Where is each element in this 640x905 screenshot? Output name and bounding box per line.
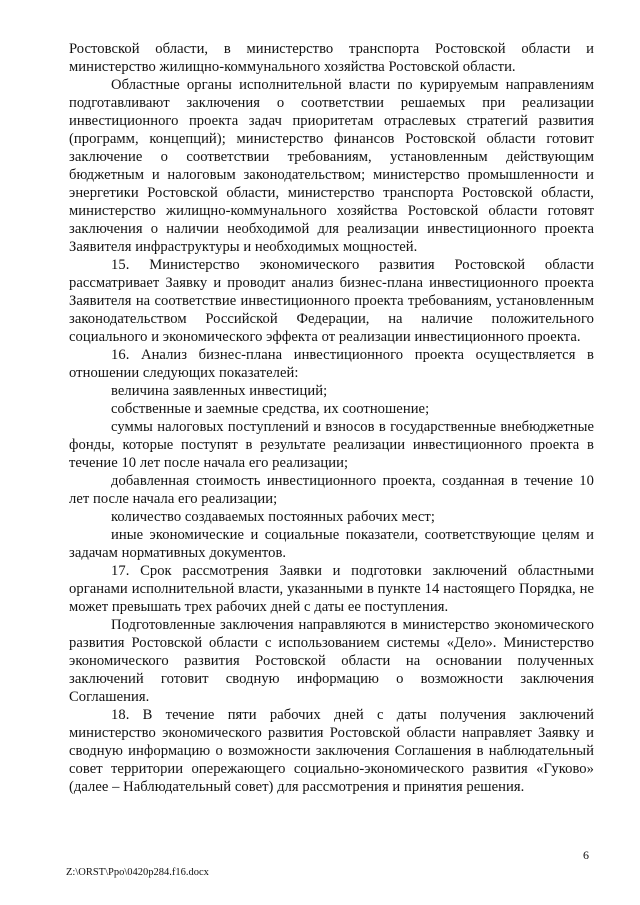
list-item-jobs: количество создаваемых постоянных рабочих мест; [111, 509, 435, 525]
paragraph-item-15: 15. Министерство экономического развития Ростовской области рассматривает Заявку и проводит анализ бизнес-плана инвестиционного проекта Заявителя на соответствие инвестиционного проекта требованиям, установленным законодательством Российской Федерации, на наличие положительного социального и экономического эффекта от реализации инвестиционного проекта. [69, 257, 594, 345]
list-item-added-value: добавленная стоимость инвестиционного проекта, созданная в течение 10 лет после начала его реализации; [69, 473, 594, 507]
list-item-other: иные экономические и социальные показатели, соответствующие целям и задачам нормативных документов. [69, 527, 594, 561]
paragraph-item-18: 18. В течение пяти рабочих дней с даты получения заключений министерство экономического развития Ростовской области направляет Заявку и сводную информацию о возможности заключения Соглашения в наблюдательный совет территории опережающего социально-экономического развития «Гуково» (далее – Наблюдательный совет) для рассмотрения и принятия решения. [69, 707, 594, 795]
list-item-tax: суммы налоговых поступлений и взносов в государственные внебюджетные фонды, которые поступят в результате реализации инвестиционного проекта в течение 10 лет после начала его реализации; [69, 419, 594, 471]
page-number: 6 [583, 848, 589, 862]
footer-file-path: Z:\ORST\Ppo\0420p284.f16.docx [66, 867, 209, 878]
paragraph-item-16: 16. Анализ бизнес-плана инвестиционного проекта осуществляется в отношении следующих показателей: [69, 347, 594, 381]
paragraph-item-17: 17. Срок рассмотрения Заявки и подготовки заключений областными органами исполнительной власти, указанными в пункте 14 настоящего Порядка, не может превышать трех рабочих дней с даты ее поступления. [69, 563, 594, 615]
list-item-funds: собственные и заемные средства, их соотношение; [111, 401, 430, 417]
list-item-investments: величина заявленных инвестиций; [111, 383, 328, 399]
paragraph-regional-bodies: Областные органы исполнительной власти по курируемым направлениям подготавливают заключения о соответствии решаемых при реализации инвестиционного проекта задач приоритетам отраслевых стратегий развития (программ, концепций); министерство финансов Ростовской области готовит заключение о соответствии требованиям, установленным действующим бюджетным и налоговым законодательством; министерство промышленности и энергетики Ростовской области, министерство транспорта Ростовской области, министерство жилищно-коммунального хозяйства Ростовской области готовят заключения о наличии необходимой для реализации инвестиционного проекта Заявителя инфраструктуры и необходимых мощностей. [69, 77, 594, 255]
paragraph-continuation: Ростовской области, в министерство транспорта Ростовской области и министерство жилищно-коммунального хозяйства Ростовской области. [69, 41, 594, 75]
document-body [69, 40, 594, 796]
paragraph-conclusions: Подготовленные заключения направляются в министерство экономического развития Ростовской области с использованием системы «Дело». Министерство экономического развития Ростовской области на основании полученных заключений готовит сводную информацию о возможности заключения Соглашения. [69, 617, 594, 705]
